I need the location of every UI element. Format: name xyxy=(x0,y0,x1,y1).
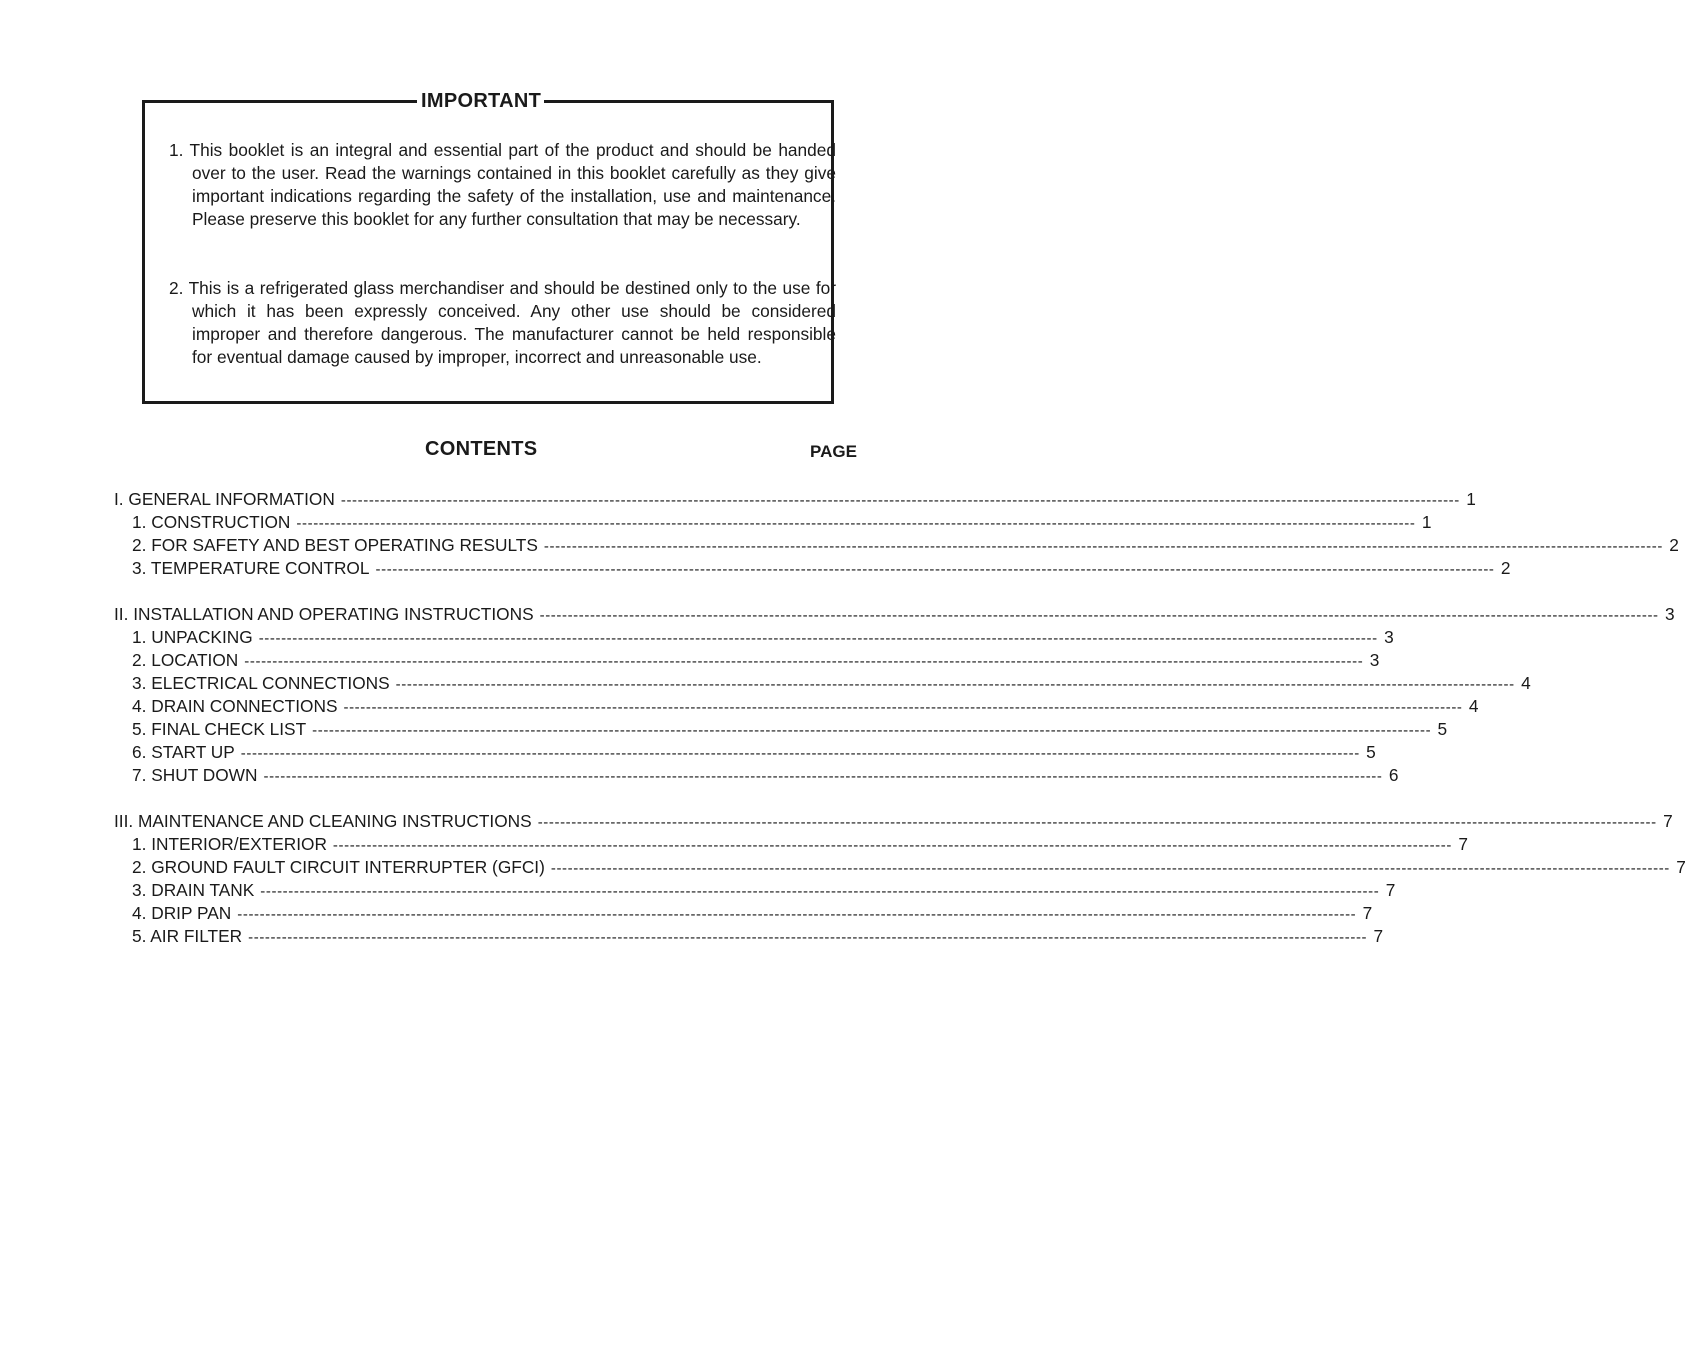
toc-page-number: 5 xyxy=(1366,742,1376,762)
toc-row xyxy=(132,557,1511,580)
toc-entry-title: 3. ELECTRICAL CONNECTIONS xyxy=(132,673,390,693)
important-item-2: 2. This is a refrigerated glass merchandiser and should be destined only to the use for which it has been expressly conceived. Any other use should be considered improper and therefore dangerous. The manufacturer cannot be held responsible for eventual damage caused by improper, incorrect and unreasonable use. xyxy=(169,278,836,367)
important-notice-box xyxy=(142,90,836,404)
toc-leader-dashes: -------------------------------------------------------------------------------------------------------------------------------------------------------------------------------------------------------- xyxy=(395,676,1515,693)
toc-leader-dashes: -------------------------------------------------------------------------------------------------------------------------------------------------------------------------------------------------------- xyxy=(237,906,1357,923)
toc-page-number: 4 xyxy=(1521,673,1531,693)
toc-row xyxy=(132,672,1531,695)
toc-leader-dashes: -------------------------------------------------------------------------------------------------------------------------------------------------------------------------------------------------------- xyxy=(543,538,1663,555)
toc-leader-dashes: -------------------------------------------------------------------------------------------------------------------------------------------------------------------------------------------------------- xyxy=(537,814,1657,831)
toc-page-number: 2 xyxy=(1500,558,1511,578)
toc-row xyxy=(132,879,1396,902)
toc-entry-title: 1. UNPACKING xyxy=(132,627,253,647)
toc-row xyxy=(132,695,1479,718)
toc-row xyxy=(114,488,1476,511)
toc-page-number: 5 xyxy=(1437,719,1448,739)
toc-leader-dashes: -------------------------------------------------------------------------------------------------------------------------------------------------------------------------------------------------------- xyxy=(263,768,1383,785)
toc-leader-dashes: -------------------------------------------------------------------------------------------------------------------------------------------------------------------------------------------------------- xyxy=(343,699,1463,716)
toc-entry-title: I. GENERAL INFORMATION xyxy=(114,489,335,509)
toc-page-number: 7 xyxy=(1663,811,1673,831)
toc-page-number: 7 xyxy=(1458,834,1468,854)
toc-row xyxy=(132,718,1448,741)
toc-entry-title: 7. SHUT DOWN xyxy=(132,765,258,785)
toc-page-number: 6 xyxy=(1388,765,1399,785)
toc-leader-dashes: -------------------------------------------------------------------------------------------------------------------------------------------------------------------------------------------------------- xyxy=(244,653,1364,670)
toc-row xyxy=(132,856,1686,879)
toc-page-number: 7 xyxy=(1373,926,1384,946)
toc-entry-title: 2. LOCATION xyxy=(132,650,239,670)
toc-entry-title: 4. DRIP PAN xyxy=(132,903,232,923)
toc-entry-title: 5. FINAL CHECK LIST xyxy=(132,719,307,739)
toc-page-number: 2 xyxy=(1669,535,1679,555)
toc-entry-title: 1. INTERIOR/EXTERIOR xyxy=(132,834,327,854)
toc-leader-dashes: -------------------------------------------------------------------------------------------------------------------------------------------------------------------------------------------------------- xyxy=(260,883,1380,900)
toc-page-number: 4 xyxy=(1468,696,1479,716)
toc-leader-dashes: -------------------------------------------------------------------------------------------------------------------------------------------------------------------------------------------------------- xyxy=(539,607,1659,624)
toc-page-number: 7 xyxy=(1385,880,1396,900)
toc-row xyxy=(132,741,1376,764)
important-title: IMPORTANT xyxy=(417,90,544,112)
toc-leader-dashes: -------------------------------------------------------------------------------------------------------------------------------------------------------------------------------------------------------- xyxy=(258,630,1378,647)
toc-page-number: 3 xyxy=(1665,604,1675,624)
toc-entry-title: 1. CONSTRUCTION xyxy=(132,512,291,532)
toc-leader-dashes: -------------------------------------------------------------------------------------------------------------------------------------------------------------------------------------------------------- xyxy=(332,837,1452,854)
toc-entry-title: 4. DRAIN CONNECTIONS xyxy=(132,696,338,716)
toc-entry-title: 6. START UP xyxy=(132,742,235,762)
toc-row xyxy=(132,764,1399,787)
important-item-1: 1. This booklet is an integral and essential part of the product and should be handed over to the user. Read the warnings contained in this booklet carefully as they give important indications regarding the safety of the installation, use and maintenance. Please preserve this booklet for any further consultation that may be necessary. xyxy=(169,140,836,229)
toc-leader-dashes: -------------------------------------------------------------------------------------------------------------------------------------------------------------------------------------------------------- xyxy=(550,860,1670,877)
toc-row xyxy=(132,649,1380,672)
toc-entry-title: 3. DRAIN TANK xyxy=(132,880,255,900)
toc-row xyxy=(132,925,1384,948)
toc-page-number: 7 xyxy=(1676,857,1686,877)
toc-leader-dashes: -------------------------------------------------------------------------------------------------------------------------------------------------------------------------------------------------------- xyxy=(312,722,1432,739)
toc-row xyxy=(132,833,1468,856)
toc-row xyxy=(114,603,1675,626)
toc-leader-dashes: -------------------------------------------------------------------------------------------------------------------------------------------------------------------------------------------------------- xyxy=(375,561,1495,578)
toc-leader-dashes: -------------------------------------------------------------------------------------------------------------------------------------------------------------------------------------------------------- xyxy=(296,515,1416,532)
toc-leader-dashes: -------------------------------------------------------------------------------------------------------------------------------------------------------------------------------------------------------- xyxy=(240,745,1360,762)
toc-entry-title: 2. GROUND FAULT CIRCUIT INTERRUPTER (GFCI) xyxy=(132,857,545,877)
toc-row xyxy=(132,511,1432,534)
contents-title: CONTENTS xyxy=(425,438,538,460)
toc-entry-title: II. INSTALLATION AND OPERATING INSTRUCTIONS xyxy=(114,604,534,624)
toc-entry-title: 3. TEMPERATURE CONTROL xyxy=(132,558,370,578)
toc-page-number: 7 xyxy=(1362,903,1373,923)
toc-entry-title: 2. FOR SAFETY AND BEST OPERATING RESULTS xyxy=(132,535,538,555)
toc-row xyxy=(114,810,1673,833)
toc-row xyxy=(132,626,1394,649)
toc-entry-title: III. MAINTENANCE AND CLEANING INSTRUCTIONS xyxy=(114,811,532,831)
toc-page-number: 3 xyxy=(1369,650,1380,670)
toc-row xyxy=(132,902,1373,925)
toc-leader-dashes: -------------------------------------------------------------------------------------------------------------------------------------------------------------------------------------------------------- xyxy=(248,929,1368,946)
toc-page-number: 1 xyxy=(1421,512,1432,532)
toc-leader-dashes: -------------------------------------------------------------------------------------------------------------------------------------------------------------------------------------------------------- xyxy=(340,492,1460,509)
toc-page-number: 1 xyxy=(1466,489,1476,509)
page-column-label: PAGE xyxy=(810,442,857,461)
toc-row xyxy=(132,534,1679,557)
toc-page-number: 3 xyxy=(1384,627,1394,647)
toc-entry-title: 5. AIR FILTER xyxy=(132,926,243,946)
